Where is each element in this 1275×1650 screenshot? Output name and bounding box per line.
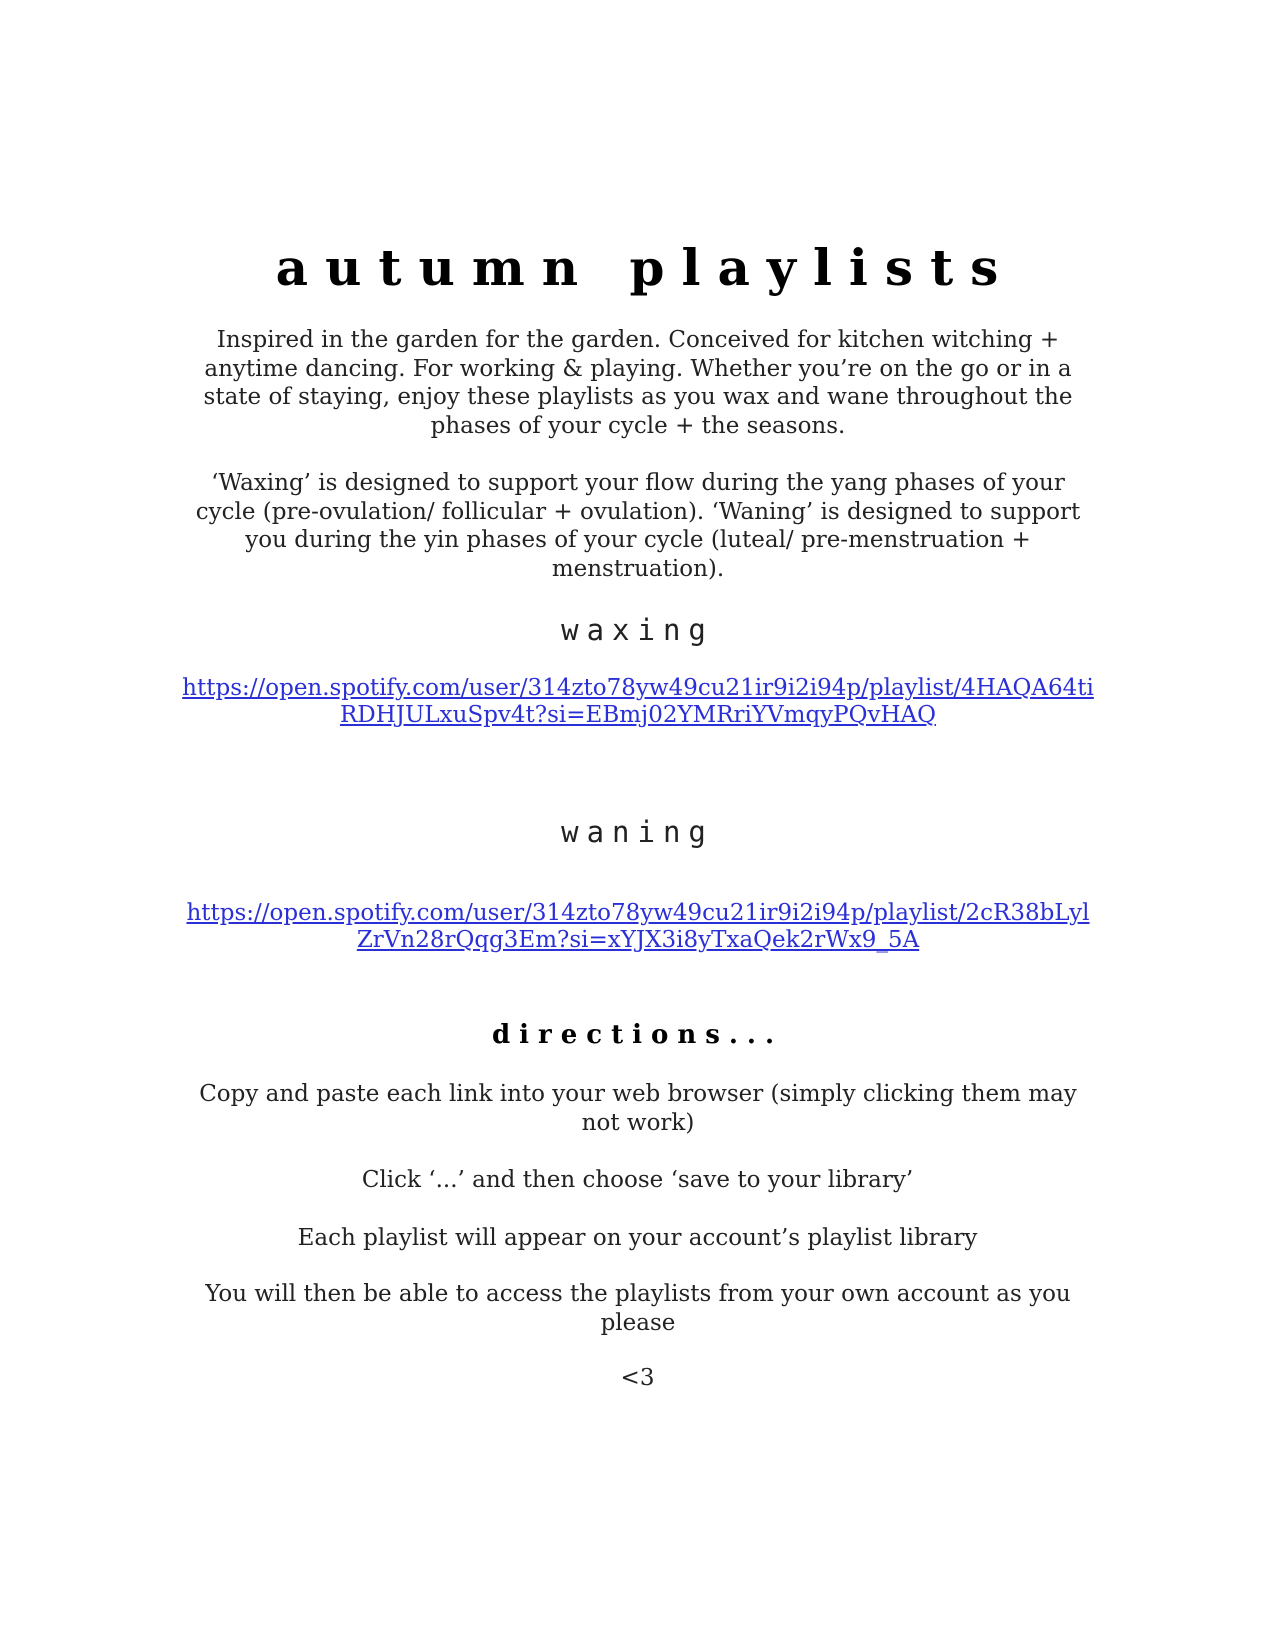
waxing-playlist-link[interactable]: https://open.spotify.com/user/314zto78yw49cu21ir9i2i94p/playlist/4HAQA64tiRDHJULxuSpv4t?si=EBmj02YMRriYVmqyPQvHAQ [182, 675, 1094, 728]
direction-step-4: You will then be able to access the playlists from your own account as you please [205, 1281, 1071, 1336]
direction-step-2: Click ‘...’ and then choose ‘save to your library’ [361, 1167, 914, 1193]
signoff-heart: <3 [620, 1365, 655, 1391]
intro-paragraph: Inspired in the garden for the garden. Conceived for kitchen witching + anytime dancing. For working & playing. Whether you’re on the go or in a state of staying, enjoy these playlists as you wax and wane throughout the phases of your cycle + the seasons. [203, 327, 1073, 439]
direction-step-3: Each playlist will appear on your account’s playlist library [297, 1225, 978, 1251]
phases-description-paragraph: ‘Waxing’ is designed to support your flow during the yang phases of your cycle (pre-ovulation/ follicular + ovulation). ‘Waning’ is designed to support you during the yin phases of your cycle (luteal/ pre-menstruation + menstruation). [195, 470, 1081, 582]
direction-step-1: Copy and paste each link into your web browser (simply clicking them may not work) [199, 1081, 1077, 1136]
directions-heading: directions... [491, 1020, 784, 1050]
waxing-heading: waxing [561, 613, 714, 647]
waning-heading: waning [561, 815, 714, 849]
page-title: autumn playlists [275, 238, 1016, 297]
waning-playlist-link[interactable]: https://open.spotify.com/user/314zto78yw49cu21ir9i2i94p/playlist/2cR38bLylZrVn28rQqg3Em?si=xYJX3i8yTxaQek2rWx9_5A [186, 900, 1090, 953]
